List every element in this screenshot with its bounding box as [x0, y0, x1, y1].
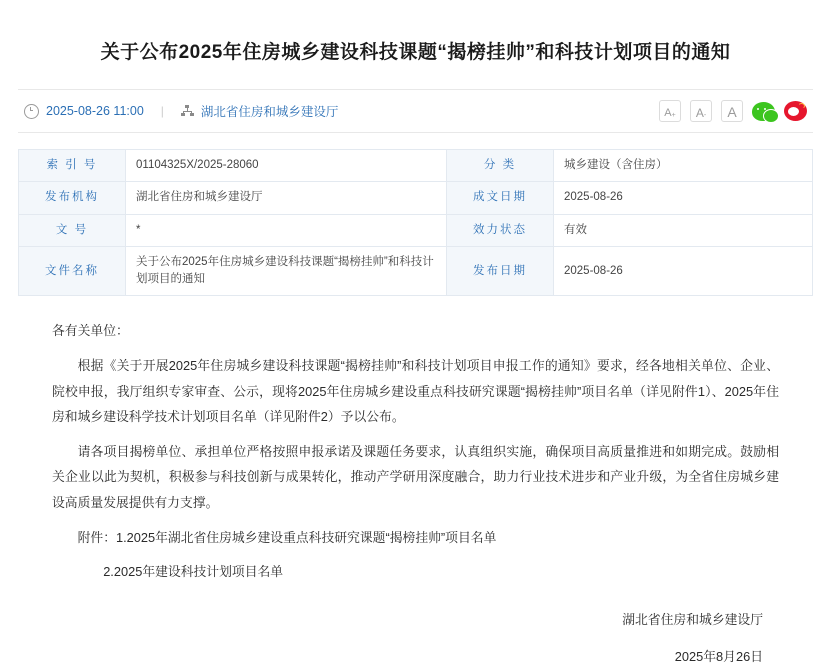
font-size-increase-button[interactable]	[659, 100, 681, 122]
info-value-written-date: 2025-08-26	[554, 182, 813, 214]
info-label-file-name: 文件名称	[19, 246, 126, 296]
info-value-publisher: 湖北省住房和城乡建设厅	[126, 182, 447, 214]
attachment-item-1: 附件：1.2025年湖北省住房城乡建设重点科技研究课题“揭榜挂帅”项目名单	[77, 529, 497, 545]
info-value-category: 城乡建设（含住房）	[554, 150, 813, 182]
page-title: 关于公布2025年住房城乡建设科技课题“揭榜挂帅”和科技计划项目的通知	[100, 41, 731, 63]
info-label-doc-number: 文 号	[19, 214, 126, 246]
meta-separator: |	[160, 104, 164, 119]
publish-time: 2025-08-26 11:00	[46, 104, 144, 119]
info-value-effectiveness: 有效	[554, 214, 813, 246]
clock-icon	[24, 104, 39, 119]
organization-icon	[181, 105, 194, 117]
body-paragraph-2: 请各项目揭榜单位、承担单位严格按照申报承诺及课题任务要求，认真组织实施，确保项目高质量推进和如期完成。鼓励相关企业以此为契机，积极参与科技创新与成果转化，推动产学研用深度融合，助力行业技术进步和产业升级，为全省住房城乡建设高质量发展提供有力支撑。	[52, 443, 779, 511]
info-label-written-date: 成文日期	[447, 182, 554, 214]
font-size-default-label: A	[727, 104, 737, 121]
info-label-effectiveness: 效力状态	[447, 214, 554, 246]
meta-bar	[18, 89, 813, 133]
font-size-increase-label: A	[664, 107, 672, 120]
font-size-default-button[interactable]	[721, 100, 743, 122]
info-label-publish-date: 发布日期	[447, 246, 554, 296]
wechat-share-icon[interactable]	[752, 102, 775, 121]
signature-organization: 湖北省住房和城乡建设厅	[622, 611, 763, 627]
body-paragraph-1: 根据《关于开展2025年住房城乡建设科技课题“揭榜挂帅”和科技计划项目申报工作的通知》要求，经各地相关单位、企业、院校申报，我厅组织专家审查、公示，现将2025年住房城乡建设重点科技研究课题“揭榜挂帅”项目名单（详见附件1）、2025年住房和城乡建设科学技术计划项目名单（详见附件2）予以公布。	[52, 358, 779, 425]
font-size-decrease-button[interactable]	[690, 100, 712, 122]
font-size-decrease-label: A	[695, 106, 704, 121]
attachment-item-2: 2.2025年建设科技计划项目名单	[103, 564, 284, 580]
weibo-share-icon[interactable]	[784, 101, 807, 121]
document-body	[0, 296, 831, 670]
document-info-table	[18, 149, 813, 296]
font-size-decrease-sup: -	[703, 112, 707, 120]
info-value-file-name: 关于公布2025年住房城乡建设科技课题“揭榜挂帅”和科技计划项目的通知	[126, 246, 447, 296]
meta-right-group	[659, 100, 807, 122]
info-value-publish-date: 2025-08-26	[554, 246, 813, 296]
meta-left-group	[24, 102, 338, 120]
info-label-index: 索 引 号	[19, 150, 126, 182]
info-value-doc-number: *	[126, 214, 447, 246]
info-value-index: 01104325X/2025-28060	[126, 150, 447, 182]
document-page	[0, 13, 831, 665]
table-row	[19, 214, 813, 246]
table-row	[19, 182, 813, 214]
salutation: 各有关单位：	[52, 323, 129, 339]
font-size-increase-sup: +	[671, 112, 676, 120]
table-row	[19, 150, 813, 182]
signature-date: 2025年8月26日	[674, 649, 763, 665]
source-organization-link[interactable]: 湖北省住房和城乡建设厅	[200, 105, 339, 120]
table-row	[19, 246, 813, 296]
info-label-publisher: 发布机构	[19, 182, 126, 214]
info-label-category: 分 类	[447, 150, 554, 182]
